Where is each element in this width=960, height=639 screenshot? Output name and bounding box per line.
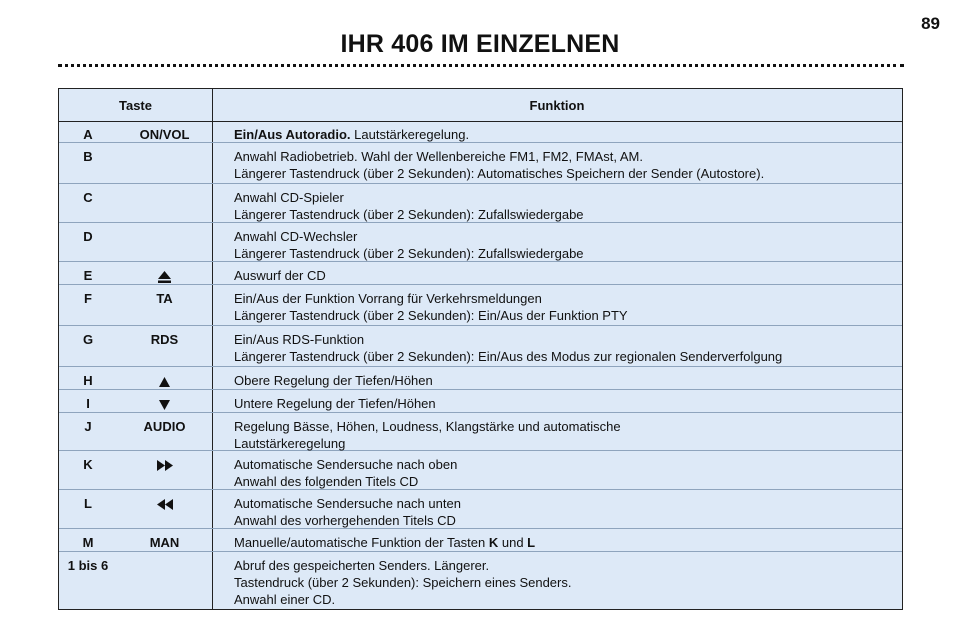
function-text [234,372,898,389]
row-letter: A [83,127,93,142]
key-label: RDS [150,332,179,347]
key-icon-cell [117,395,212,412]
function-text [234,148,898,182]
table-row [59,451,902,490]
function-line: Untere Regelung der Tiefen/Höhen [234,396,436,411]
function-line: Anwahl CD-Spieler [234,190,344,205]
table-row [59,285,902,326]
table-header [59,89,902,122]
rewind-icon [157,499,173,510]
function-text [234,557,898,608]
function-line: Auswurf der CD [234,268,326,283]
function-line: Längerer Tastendruck (über 2 Sekunden): Ein/Aus der Funktion PTY [234,308,628,323]
function-line: Tastendruck (über 2 Sekunden): Speichern eines Senders. [234,575,572,590]
function-text [234,189,898,223]
eject-icon [158,271,171,283]
function-line: Abruf des gespeicherten Senders. Längerer. [234,558,490,573]
dotted-divider [58,64,904,67]
function-bold-lead: Ein/Aus Autoradio. [234,127,351,142]
table-row [59,262,902,285]
key-icon-cell [117,267,212,284]
function-line: Anwahl CD-Wechsler [234,229,358,244]
row-letter: F [84,291,92,306]
function-line: Anwahl Radiobetrieb. Wahl der Wellenbereiche FM1, FM2, FMAst, AM. [234,149,643,164]
row-letter: M [82,535,94,550]
key-icon-cell [117,456,212,473]
table-row [59,223,902,262]
function-rest: Lautstärkeregelung. [350,127,470,142]
function-line: Längerer Tastendruck (über 2 Sekunden): Ein/Aus des Modus zur regionalen Senderverfolgung [234,349,783,364]
table-row [59,184,902,223]
key-label: ON/VOL [139,127,190,142]
function-line: Obere Regelung der Tiefen/Höhen [234,373,433,388]
header-funktion: Funktion [529,98,585,113]
triangle-down-icon [159,400,170,410]
function-key-ref: K [488,535,499,550]
key-label: MAN [149,535,180,550]
function-table [58,88,903,610]
function-text [234,395,898,412]
header-taste: Taste [119,98,152,113]
triangle-up-icon [159,377,170,387]
row-letter: K [83,457,93,472]
row-letter: J [84,419,92,434]
function-key-ref: L [527,535,536,550]
row-letter: C [83,190,93,205]
function-line: Automatische Sendersuche nach unten [234,496,461,511]
function-part: Manuelle/automatische Funktion der Tasten [234,535,489,550]
function-line: Ein/Aus der Funktion Vorrang für Verkehrsmeldungen [234,291,542,306]
table-row [59,413,902,451]
function-line: Längerer Tastendruck (über 2 Sekunden): Zufallswiedergabe [234,246,584,261]
table-row [59,529,902,552]
row-letter: I [86,396,90,411]
function-line: Anwahl des vorhergehenden Titels CD [234,513,456,528]
table-row [59,326,902,367]
table-row [59,490,902,529]
row-letter: E [83,268,93,283]
function-line: Regelung Bässe, Höhen, Loudness, Klangstärke und automatische [234,419,621,434]
function-line: Anwahl des folgenden Titels CD [234,474,419,489]
function-text [234,126,898,143]
table-row [59,143,902,184]
key-icon-cell [117,372,212,389]
function-line: Anwahl einer CD. [234,592,336,607]
function-text [234,495,898,529]
function-text [234,228,898,262]
function-text [234,267,898,284]
page-title: IHR 406 IM EINZELNEN [340,30,620,58]
row-letter: 1 bis 6 [67,558,109,573]
page-number: 89 [921,14,940,33]
table-row [59,390,902,413]
table-row [59,121,902,143]
function-line: Lautstärkeregelung [234,436,346,451]
function-line: Längerer Tastendruck (über 2 Sekunden): Zufallswiedergabe [234,207,584,222]
function-text [234,331,898,365]
function-line: Längerer Tastendruck (über 2 Sekunden): Automatisches Speichern der Sender (Autostore). [234,166,765,181]
key-label: AUDIO [143,419,186,434]
function-text [234,418,898,452]
function-line: Ein/Aus RDS-Funktion [234,332,365,347]
function-line: Automatische Sendersuche nach oben [234,457,458,472]
function-text [234,534,898,551]
row-letter: D [83,229,93,244]
table-row [59,367,902,390]
table-row [59,552,902,610]
key-label: TA [156,291,173,306]
function-part: und [498,535,528,550]
row-letter: L [84,496,92,511]
row-letter: B [83,149,93,164]
function-text [234,456,898,490]
function-text [234,290,898,324]
key-icon-cell [117,495,212,512]
fast-forward-icon [157,460,173,471]
row-letter: G [82,332,94,347]
row-letter: H [83,373,93,388]
